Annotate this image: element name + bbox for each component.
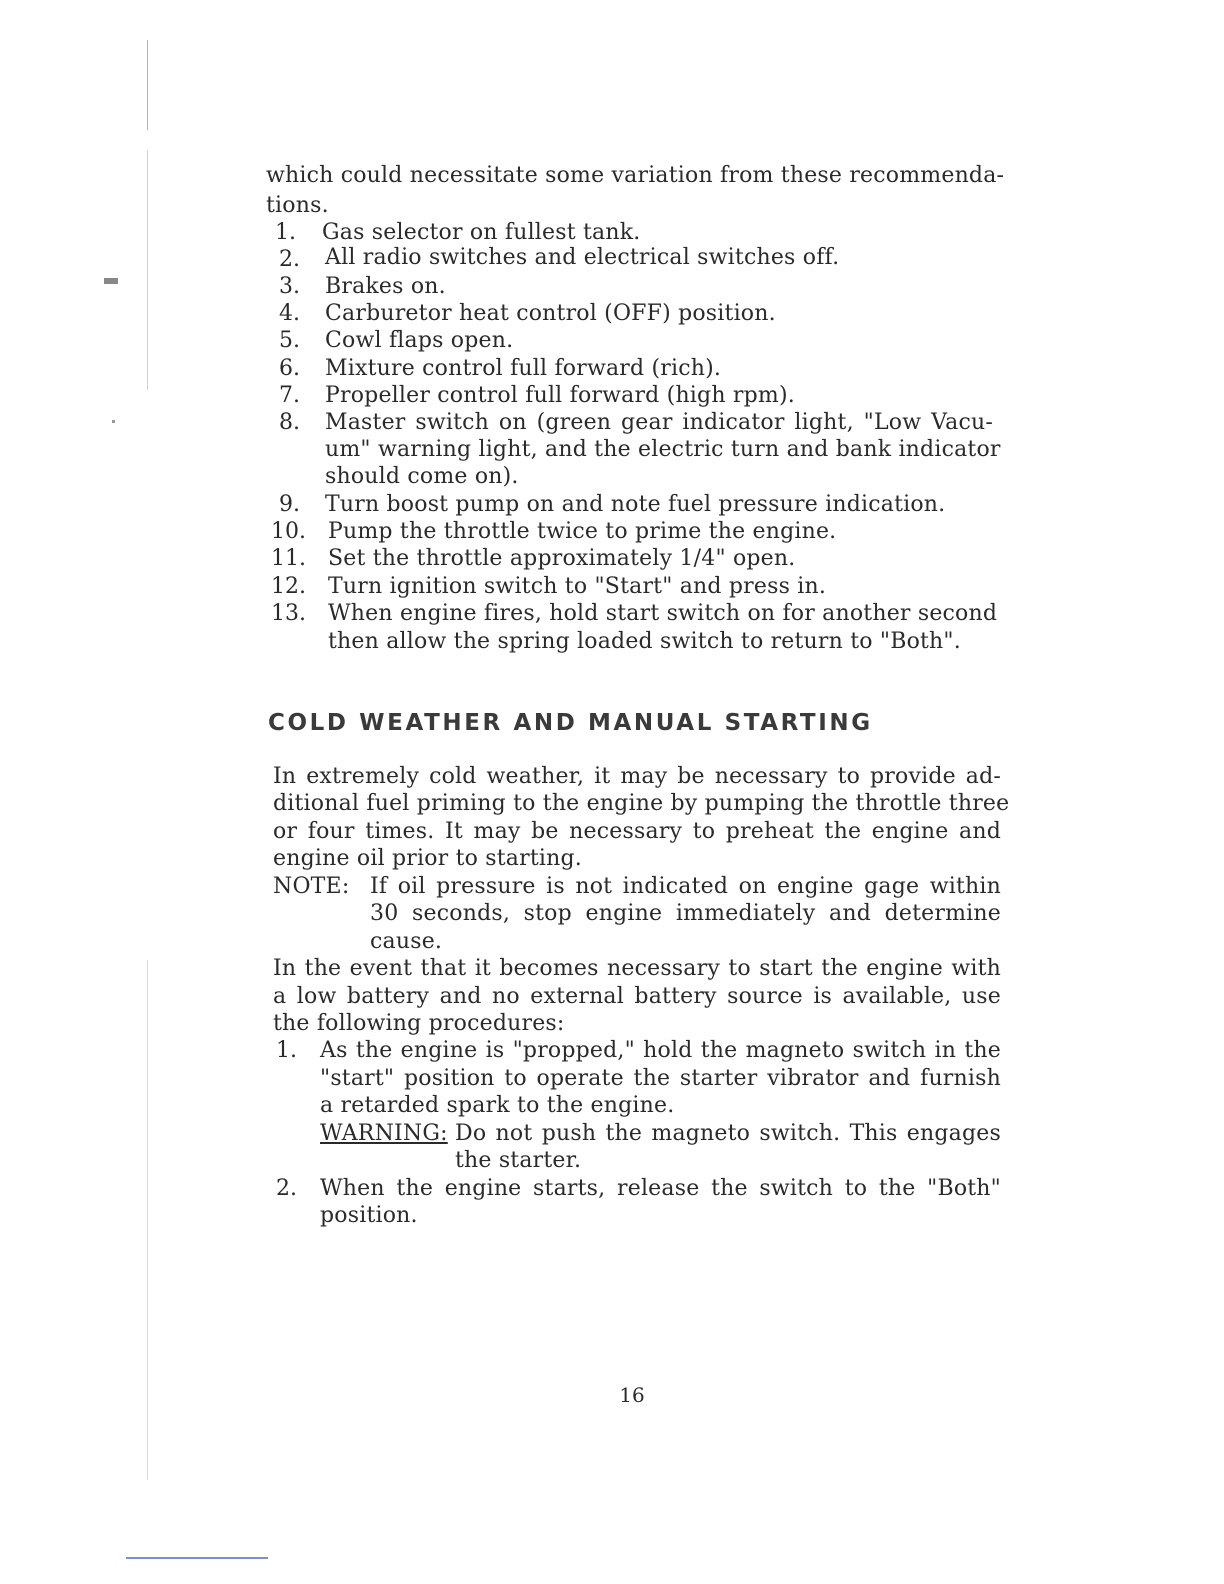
step-text: All radio switches and electrical switches off. (325, 245, 840, 270)
step-text: Set the throttle approximately 1/4" open. (328, 546, 796, 571)
section-heading: COLD WEATHER AND MANUAL STARTING (268, 710, 873, 736)
intro-line-2: tions. (266, 193, 329, 218)
paragraph-line: engine oil prior to starting. (273, 846, 582, 871)
step-number: 13. (271, 601, 306, 626)
paragraph-line: ditional fuel priming to the engine by pumping the throttle three (273, 791, 1010, 816)
step-number: 8. (279, 410, 300, 435)
step-text: "start" position to operate the starter vibrator and furnish (320, 1066, 1001, 1091)
step-text: um" warning light, and the electric turn and bank indicator (325, 437, 1001, 462)
paragraph-line: In the event that it becomes necessary to start the engine with (273, 956, 1001, 981)
step-text: Brakes on. (325, 274, 446, 299)
step-text: Master switch on (green gear indicator light, "Low Vacu- (325, 410, 993, 435)
step-text: Pump the throttle twice to prime the engine. (328, 519, 837, 544)
step-text: should come on). (325, 464, 519, 489)
note-line: cause. (370, 929, 443, 954)
step-number: 12. (271, 574, 306, 599)
scan-margin-mark (147, 150, 148, 390)
warning-label: WARNING: (320, 1121, 448, 1146)
scan-margin-mark (147, 960, 148, 1480)
note-label: NOTE: (273, 874, 350, 899)
warning-line: Do not push the magneto switch. This engages (455, 1121, 1001, 1146)
step-number: 1. (276, 1038, 297, 1063)
step-number: 11. (271, 546, 306, 571)
page-number: 16 (619, 1383, 645, 1407)
paragraph-line: the following procedures: (273, 1011, 565, 1036)
step-text: Propeller control full forward (high rpm). (325, 383, 795, 408)
scan-margin-mark (104, 278, 118, 284)
step-text: Turn ignition switch to "Start" and press in. (328, 574, 827, 599)
step-text: Gas selector on fullest tank. (322, 220, 641, 245)
step-number: 6. (279, 356, 300, 381)
step-number: 1. (275, 220, 296, 245)
step-text: a retarded spark to the engine. (320, 1093, 675, 1118)
step-number: 10. (271, 519, 306, 544)
scan-margin-mark (147, 40, 148, 130)
paragraph-line: or four times. It may be necessary to preheat the engine and (273, 819, 1001, 844)
warning-line: the starter. (455, 1148, 582, 1173)
step-text: then allow the spring loaded switch to return to "Both". (328, 629, 961, 654)
step-text: Mixture control full forward (rich). (325, 356, 722, 381)
step-text: Carburetor heat control (OFF) position. (325, 301, 776, 326)
step-text: When the engine starts, release the switch to the "Both" (320, 1176, 1001, 1201)
paragraph-line: a low battery and no external battery source is available, use (273, 984, 1001, 1009)
step-text: Cowl flaps open. (325, 328, 514, 353)
step-text: position. (320, 1203, 418, 1228)
bottom-rule (126, 1557, 268, 1559)
paragraph-line: In extremely cold weather, it may be necessary to provide ad- (273, 764, 1001, 789)
step-number: 5. (279, 328, 300, 353)
step-text: As the engine is "propped," hold the magneto switch in the (320, 1038, 1001, 1063)
note-line: 30 seconds, stop engine immediately and determine (370, 901, 1001, 926)
step-number: 4. (279, 301, 300, 326)
step-number: 2. (279, 247, 300, 272)
intro-line-1: which could necessitate some variation from these recommenda- (266, 163, 1005, 188)
step-text: Turn boost pump on and note fuel pressure indication. (325, 492, 946, 517)
scan-margin-mark (112, 420, 115, 423)
step-text: When engine fires, hold start switch on for another second (328, 601, 998, 626)
note-line: If oil pressure is not indicated on engine gage within (370, 874, 1001, 899)
step-number: 3. (279, 274, 300, 299)
step-number: 9. (279, 492, 300, 517)
step-number: 2. (276, 1176, 297, 1201)
step-number: 7. (279, 383, 300, 408)
